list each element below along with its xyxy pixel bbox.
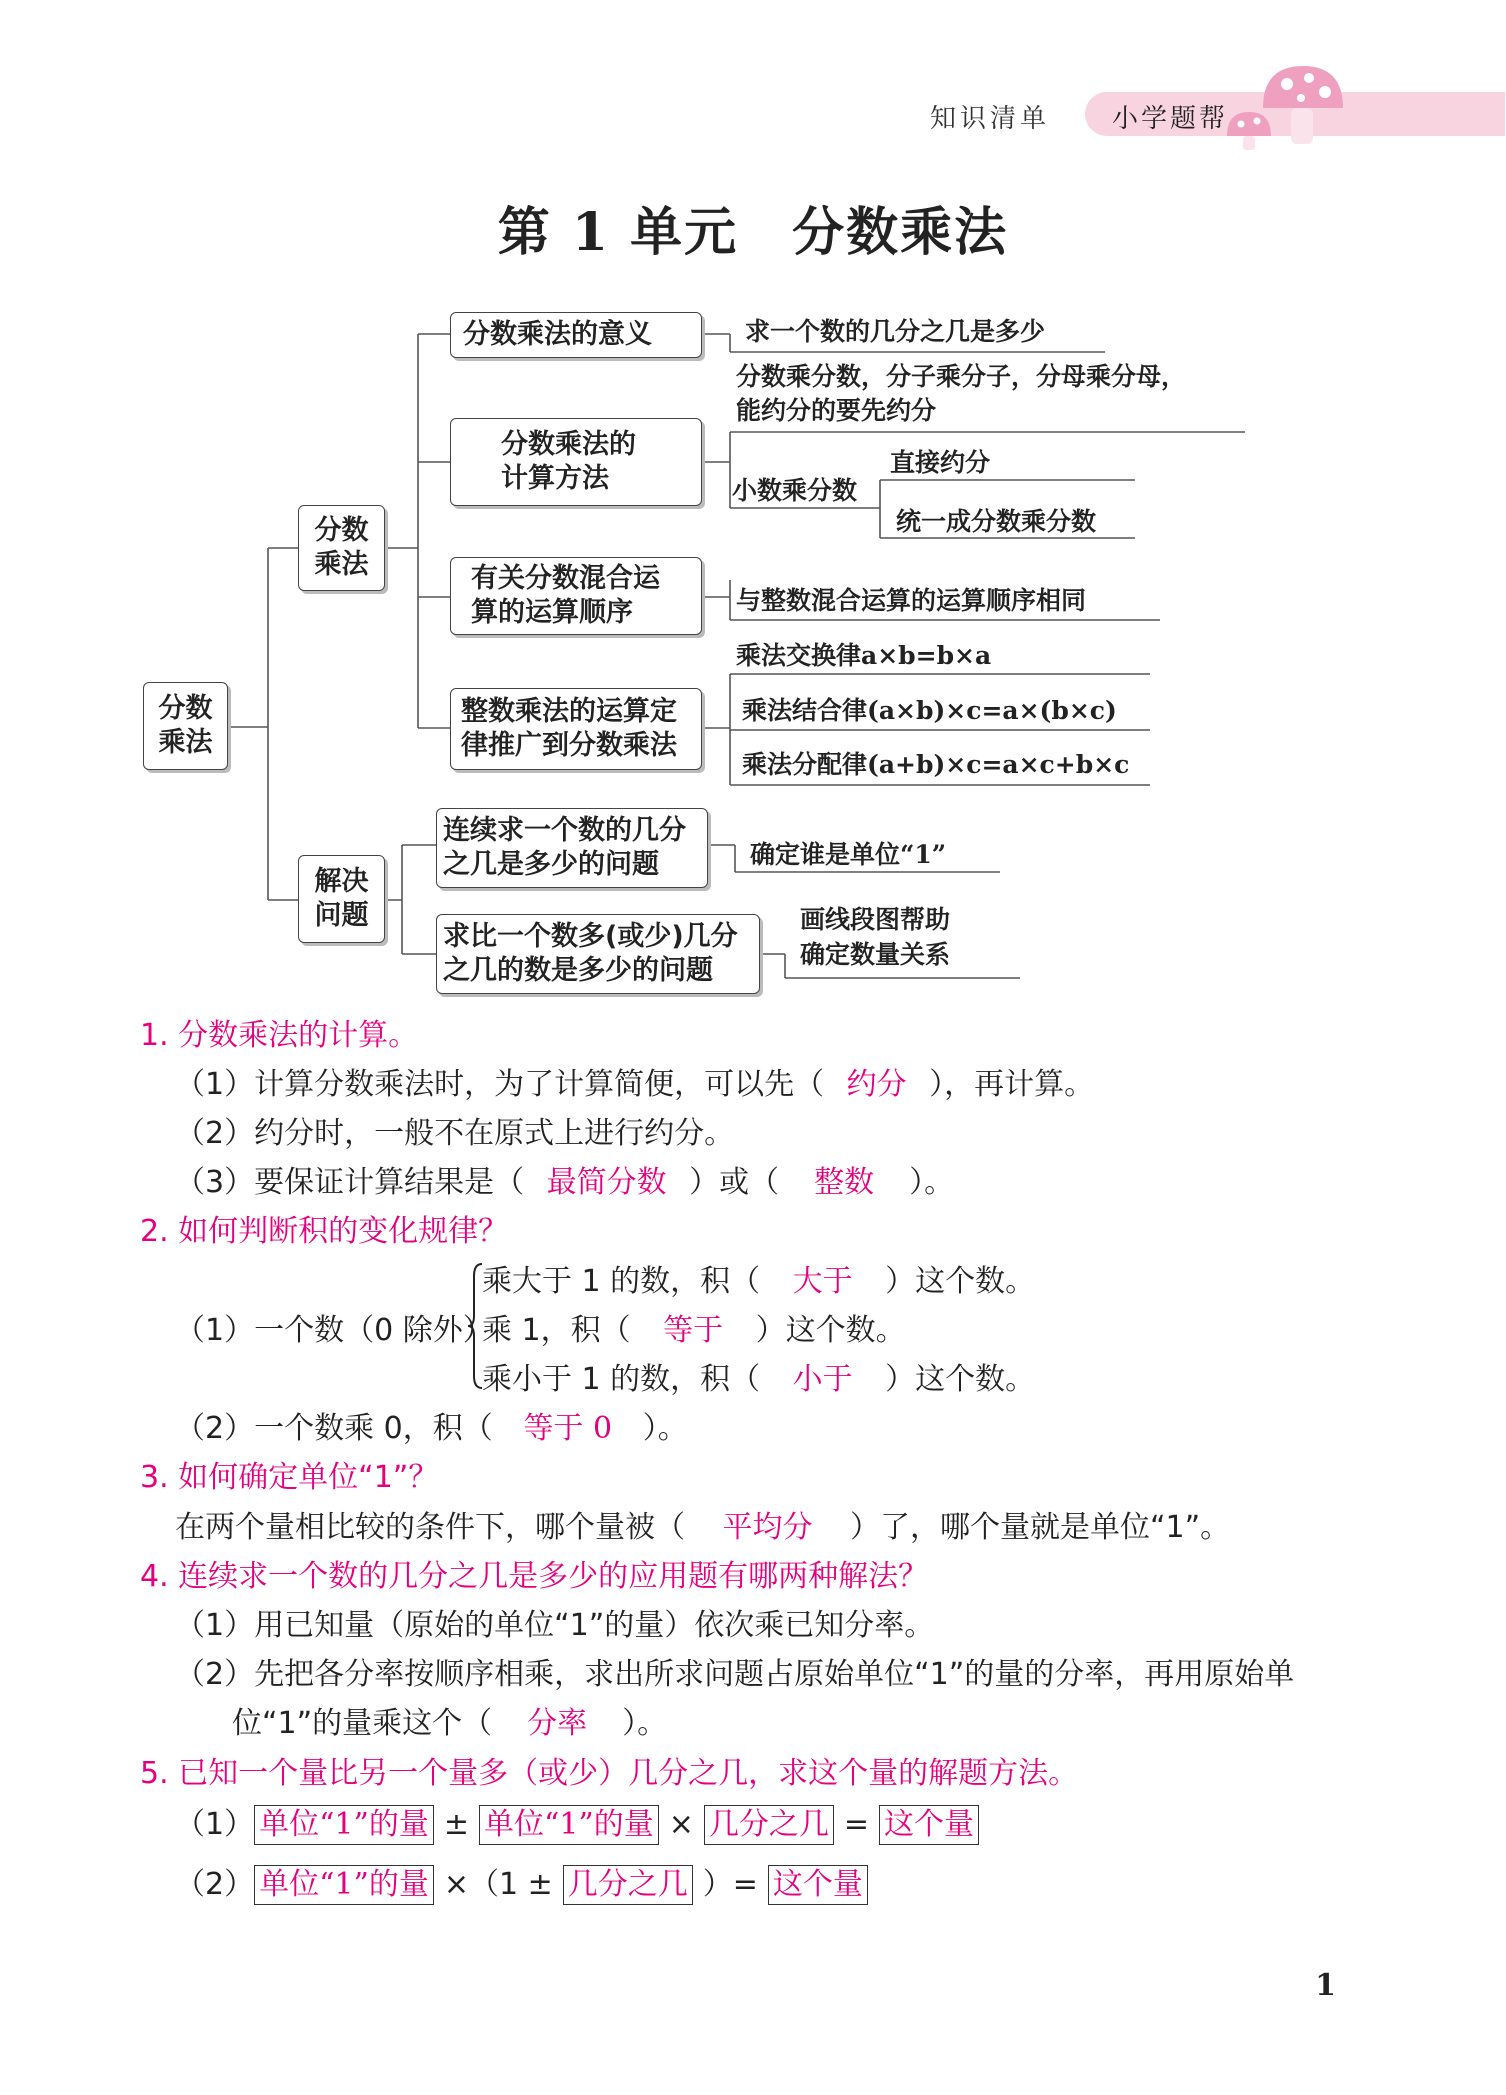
leaf-problem1: 确定谁是单位“1” xyxy=(750,840,947,869)
leaf-method-direct: 直接约分 xyxy=(890,448,991,477)
question-5-title: 5. 已知一个量比另一个量多（或少）几分之几，求这个量的解题方法。 xyxy=(140,1756,1079,1791)
q4-line-3: 位“1”的量乘这个（ 分率 ）。 xyxy=(232,1698,667,1742)
leaf-method-unify: 统一成分数乘分数 xyxy=(896,507,1097,536)
leaf-law-associative: 乘法结合律(a×b)×c=a×(b×c) xyxy=(742,696,1117,725)
formula-box: 几分之几 xyxy=(563,1865,693,1905)
q1-line-1: （1）计算分数乘法时，为了计算简便，可以先（ 约分 ），再计算。 xyxy=(175,1059,1094,1103)
leaf-order: 与整数混合运算的运算顺序相同 xyxy=(736,586,1087,615)
header-section-label: 知识清单 xyxy=(930,104,1051,134)
mindmap-node-problem2: 求比一个数多(或少)几分 之几的数是多少的问题 xyxy=(436,914,760,994)
mindmap-node-order: 有关分数混合运 算的运算顺序 xyxy=(450,557,702,635)
q4-answer: 分率 xyxy=(527,1706,588,1741)
q2-answer-1: 大于 xyxy=(792,1264,853,1299)
formula-box: 单位“1”的量 xyxy=(479,1805,659,1845)
question-3-title: 3. 如何确定单位“1”？ xyxy=(140,1460,439,1495)
q3-answer: 平均分 xyxy=(722,1510,813,1545)
formula-box: 单位“1”的量 xyxy=(254,1805,434,1845)
q2-answer-2: 等于 xyxy=(663,1313,724,1348)
q1-line-2: （2）约分时，一般不在原式上进行约分。 xyxy=(175,1116,735,1151)
question-2-title: 2. 如何判断积的变化规律？ xyxy=(140,1214,509,1249)
formula-box: 几分之几 xyxy=(704,1805,834,1845)
page-number: 1 xyxy=(1315,1968,1336,2003)
q3-line: 在两个量相比较的条件下，哪个量被（ 平均分 ）了，哪个量就是单位“1”。 xyxy=(175,1502,1230,1546)
mindmap-root: 分数 乘法 xyxy=(143,682,228,770)
leaf-law-distributive: 乘法分配律(a+b)×c=a×c+b×c xyxy=(742,750,1130,779)
mindmap-node-problem1: 连续求一个数的几分 之几是多少的问题 xyxy=(436,808,708,888)
leaf-problem2-2: 确定数量关系 xyxy=(800,940,951,969)
leaf-method-fraction-1: 分数乘分数，分子乘分子，分母乘分母， xyxy=(736,362,1187,391)
mindmap-node-meaning: 分数乘法的意义 xyxy=(450,312,702,358)
q4-line-1: （1）用已知量（原始的单位“1”的量）依次乘已知分率。 xyxy=(175,1608,935,1643)
mindmap-node-method: 分数乘法的 计算方法 xyxy=(450,418,702,506)
q2-rule-2: 乘 1，积（ 等于 ）这个数。 xyxy=(482,1305,906,1349)
q1-answer-1: 约分 xyxy=(846,1067,907,1102)
question-4-title: 4. 连续求一个数的几分之几是多少的应用题有哪两种解法？ xyxy=(140,1559,929,1594)
formula-box: 这个量 xyxy=(768,1865,868,1905)
q4-line-2: （2）先把各分率按顺序相乘，求出所求问题占原始单位“1”的量的分率，再用原始单 xyxy=(175,1657,1295,1692)
question-1-title: 1. 分数乘法的计算。 xyxy=(140,1018,419,1053)
formula-box: 这个量 xyxy=(879,1805,979,1845)
q2-answer-4: 等于 0 xyxy=(523,1411,613,1446)
q5-formula-2: （2） 单位“1”的量 ×（1 ± 几分之几 ）= 这个量 xyxy=(175,1859,868,1905)
mindmap-branch-multiplication: 分数 乘法 xyxy=(298,505,385,591)
header-brand-label: 小学题帮 xyxy=(1112,104,1229,134)
formula-box: 单位“1”的量 xyxy=(254,1865,434,1905)
q2-rule-1: 乘大于 1 的数，积（ 大于 ）这个数。 xyxy=(482,1256,1035,1300)
leaf-law-commutative: 乘法交换律a×b=b×a xyxy=(736,641,992,670)
mindmap-branch-problems: 解决 问题 xyxy=(298,855,385,943)
q2-line-4: （2）一个数乘 0，积（ 等于 0 ）。 xyxy=(175,1403,688,1447)
q2-answer-3: 小于 xyxy=(792,1362,853,1397)
mindmap-node-laws: 整数乘法的运算定 律推广到分数乘法 xyxy=(450,688,702,770)
q1-answer-2: 最简分数 xyxy=(546,1165,667,1200)
q1-line-3: （3）要保证计算结果是（ 最简分数 ）或（ 整数 ）。 xyxy=(175,1157,954,1201)
page-title: 第 1 单元 分数乘法 xyxy=(497,202,1009,263)
leaf-method-decimal: 小数乘分数 xyxy=(732,476,858,505)
leaf-problem2-1: 画线段图帮助 xyxy=(800,905,951,934)
q5-formula-1: （1） 单位“1”的量 ± 单位“1”的量 × 几分之几 = 这个量 xyxy=(175,1799,979,1845)
q1-answer-3: 整数 xyxy=(814,1165,875,1200)
q2-rule-3: 乘小于 1 的数，积（ 小于 ）这个数。 xyxy=(482,1354,1035,1398)
leaf-method-fraction-2: 能约分的要先约分 xyxy=(736,396,937,425)
leaf-meaning: 求一个数的几分之几是多少 xyxy=(745,317,1046,346)
q2-lead: （1）一个数（0 除外） xyxy=(175,1313,493,1348)
